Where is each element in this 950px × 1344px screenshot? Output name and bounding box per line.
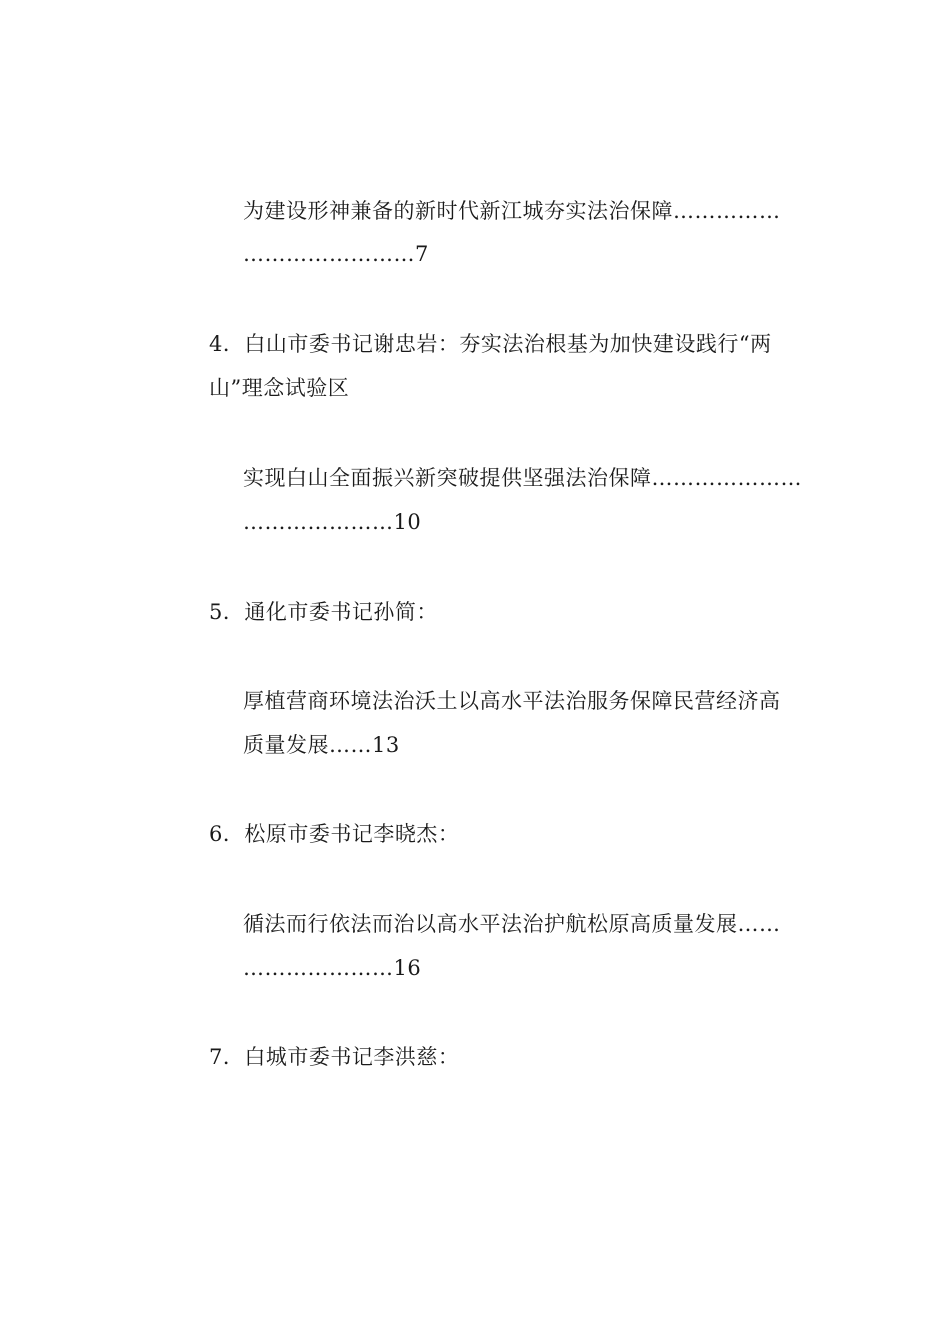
toc-item-5-title: 5．通化市委书记孙简：: [209, 600, 438, 624]
toc-item-6-subtitle-line-2: …………………16: [243, 956, 422, 980]
toc-item-3-subtitle-line-1: 为建设形神兼备的新时代新江城夯实法治保障……………: [243, 199, 781, 223]
toc-item-7-title: 7．白城市委书记李洪慈：: [209, 1045, 460, 1069]
toc-item-4-subtitle-line-2: …………………10: [243, 510, 422, 534]
toc-item-4-subtitle-line-1: 实现白山全面振兴新突破提供坚强法治保障…………………: [243, 466, 802, 490]
toc-item-4-title-line-2: 山”理念试验区: [209, 376, 350, 400]
toc-item-5-subtitle-line-1: 厚植营商环境法治沃土以高水平法治服务保障民营经济高: [243, 689, 781, 713]
toc-item-6-title: 6．松原市委书记李晓杰：: [209, 822, 460, 846]
toc-item-5-subtitle-line-2: 质量发展……13: [243, 733, 400, 757]
toc-item-4-title-line-1: 4．白山市委书记谢忠岩：夯实法治根基为加快建设践行“两: [209, 332, 772, 356]
toc-item-6-subtitle-line-1: 循法而行依法而治以高水平法治护航松原高质量发展……: [243, 912, 781, 936]
toc-item-3-subtitle-line-2: ……………………7: [243, 242, 429, 266]
